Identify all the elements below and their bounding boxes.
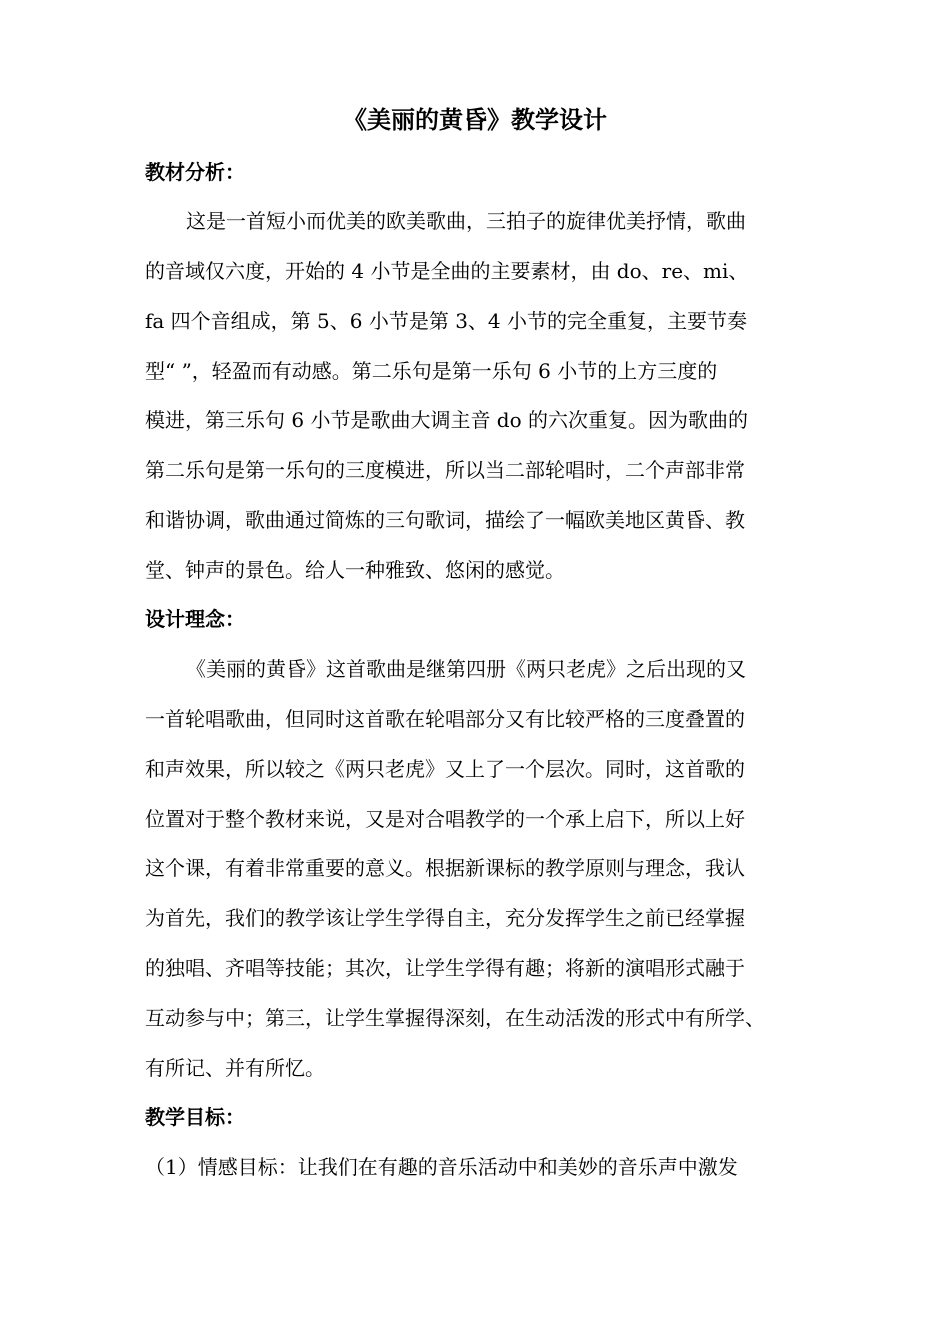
section-heading-analysis: 教材分析： (145, 160, 245, 184)
section-heading-objectives: 教学目标： (145, 1105, 245, 1129)
paragraph-line: 模进，第三乐句 6 小节是歌曲大调主音 do 的六次重复。因为歌曲的 (145, 408, 748, 432)
paragraph-line: 位置对于整个教材来说，又是对合唱教学的一个承上启下，所以上好 (145, 807, 745, 831)
paragraph-line: 型“ ”，轻盈而有动感。第二乐句是第一乐句 6 小节的上方三度的 (145, 359, 718, 383)
paragraph-line: 这个课，有着非常重要的意义。根据新课标的教学原则与理念，我认 (145, 856, 745, 880)
paragraph-line: 有所记、并有所忆。 (145, 1056, 325, 1080)
paragraph-line: 的独唱、齐唱等技能；其次，让学生学得有趣；将新的演唱形式融于 (145, 956, 745, 980)
paragraph-line: fa 四个音组成，第 5、6 小节是第 3、4 小节的完全重复，主要节奏 (145, 309, 748, 333)
paragraph-line: 第二乐句是第一乐句的三度模进，所以当二部轮唱时，二个声部非常 (145, 458, 745, 482)
paragraph-line: 的音域仅六度，开始的 4 小节是全曲的主要素材，由 do、re、mi、 (145, 259, 749, 283)
paragraph-line: 为首先，我们的教学该让学生学得自主，充分发挥学生之前已经掌握 (145, 906, 745, 930)
paragraph-line: （1）情感目标：让我们在有趣的音乐活动中和美妙的音乐声中激发 (145, 1155, 738, 1179)
paragraph-line: 堂、钟声的景色。给人一种雅致、悠闲的感觉。 (145, 558, 565, 582)
paragraph-line: 互动参与中；第三，让学生掌握得深刻，在生动活泼的形式中有所学、 (145, 1006, 765, 1030)
paragraph-line: 和声效果，所以较之《两只老虎》又上了一个层次。同时，这首歌的 (145, 757, 745, 781)
section-heading-concept: 设计理念： (145, 607, 245, 631)
paragraph-line: 一首轮唱歌曲，但同时这首歌在轮唱部分又有比较严格的三度叠置的 (145, 707, 745, 731)
paragraph-line: 《美丽的黄昏》这首歌曲是继第四册《两只老虎》之后出现的又 (186, 657, 746, 681)
document-title: 《美丽的黄昏》教学设计 (343, 105, 607, 134)
paragraph-line: 这是一首短小而优美的欧美歌曲，三拍子的旋律优美抒情，歌曲 (186, 209, 746, 233)
paragraph-line: 和谐协调，歌曲通过简炼的三句歌词，描绘了一幅欧美地区黄昏、教 (145, 508, 745, 532)
